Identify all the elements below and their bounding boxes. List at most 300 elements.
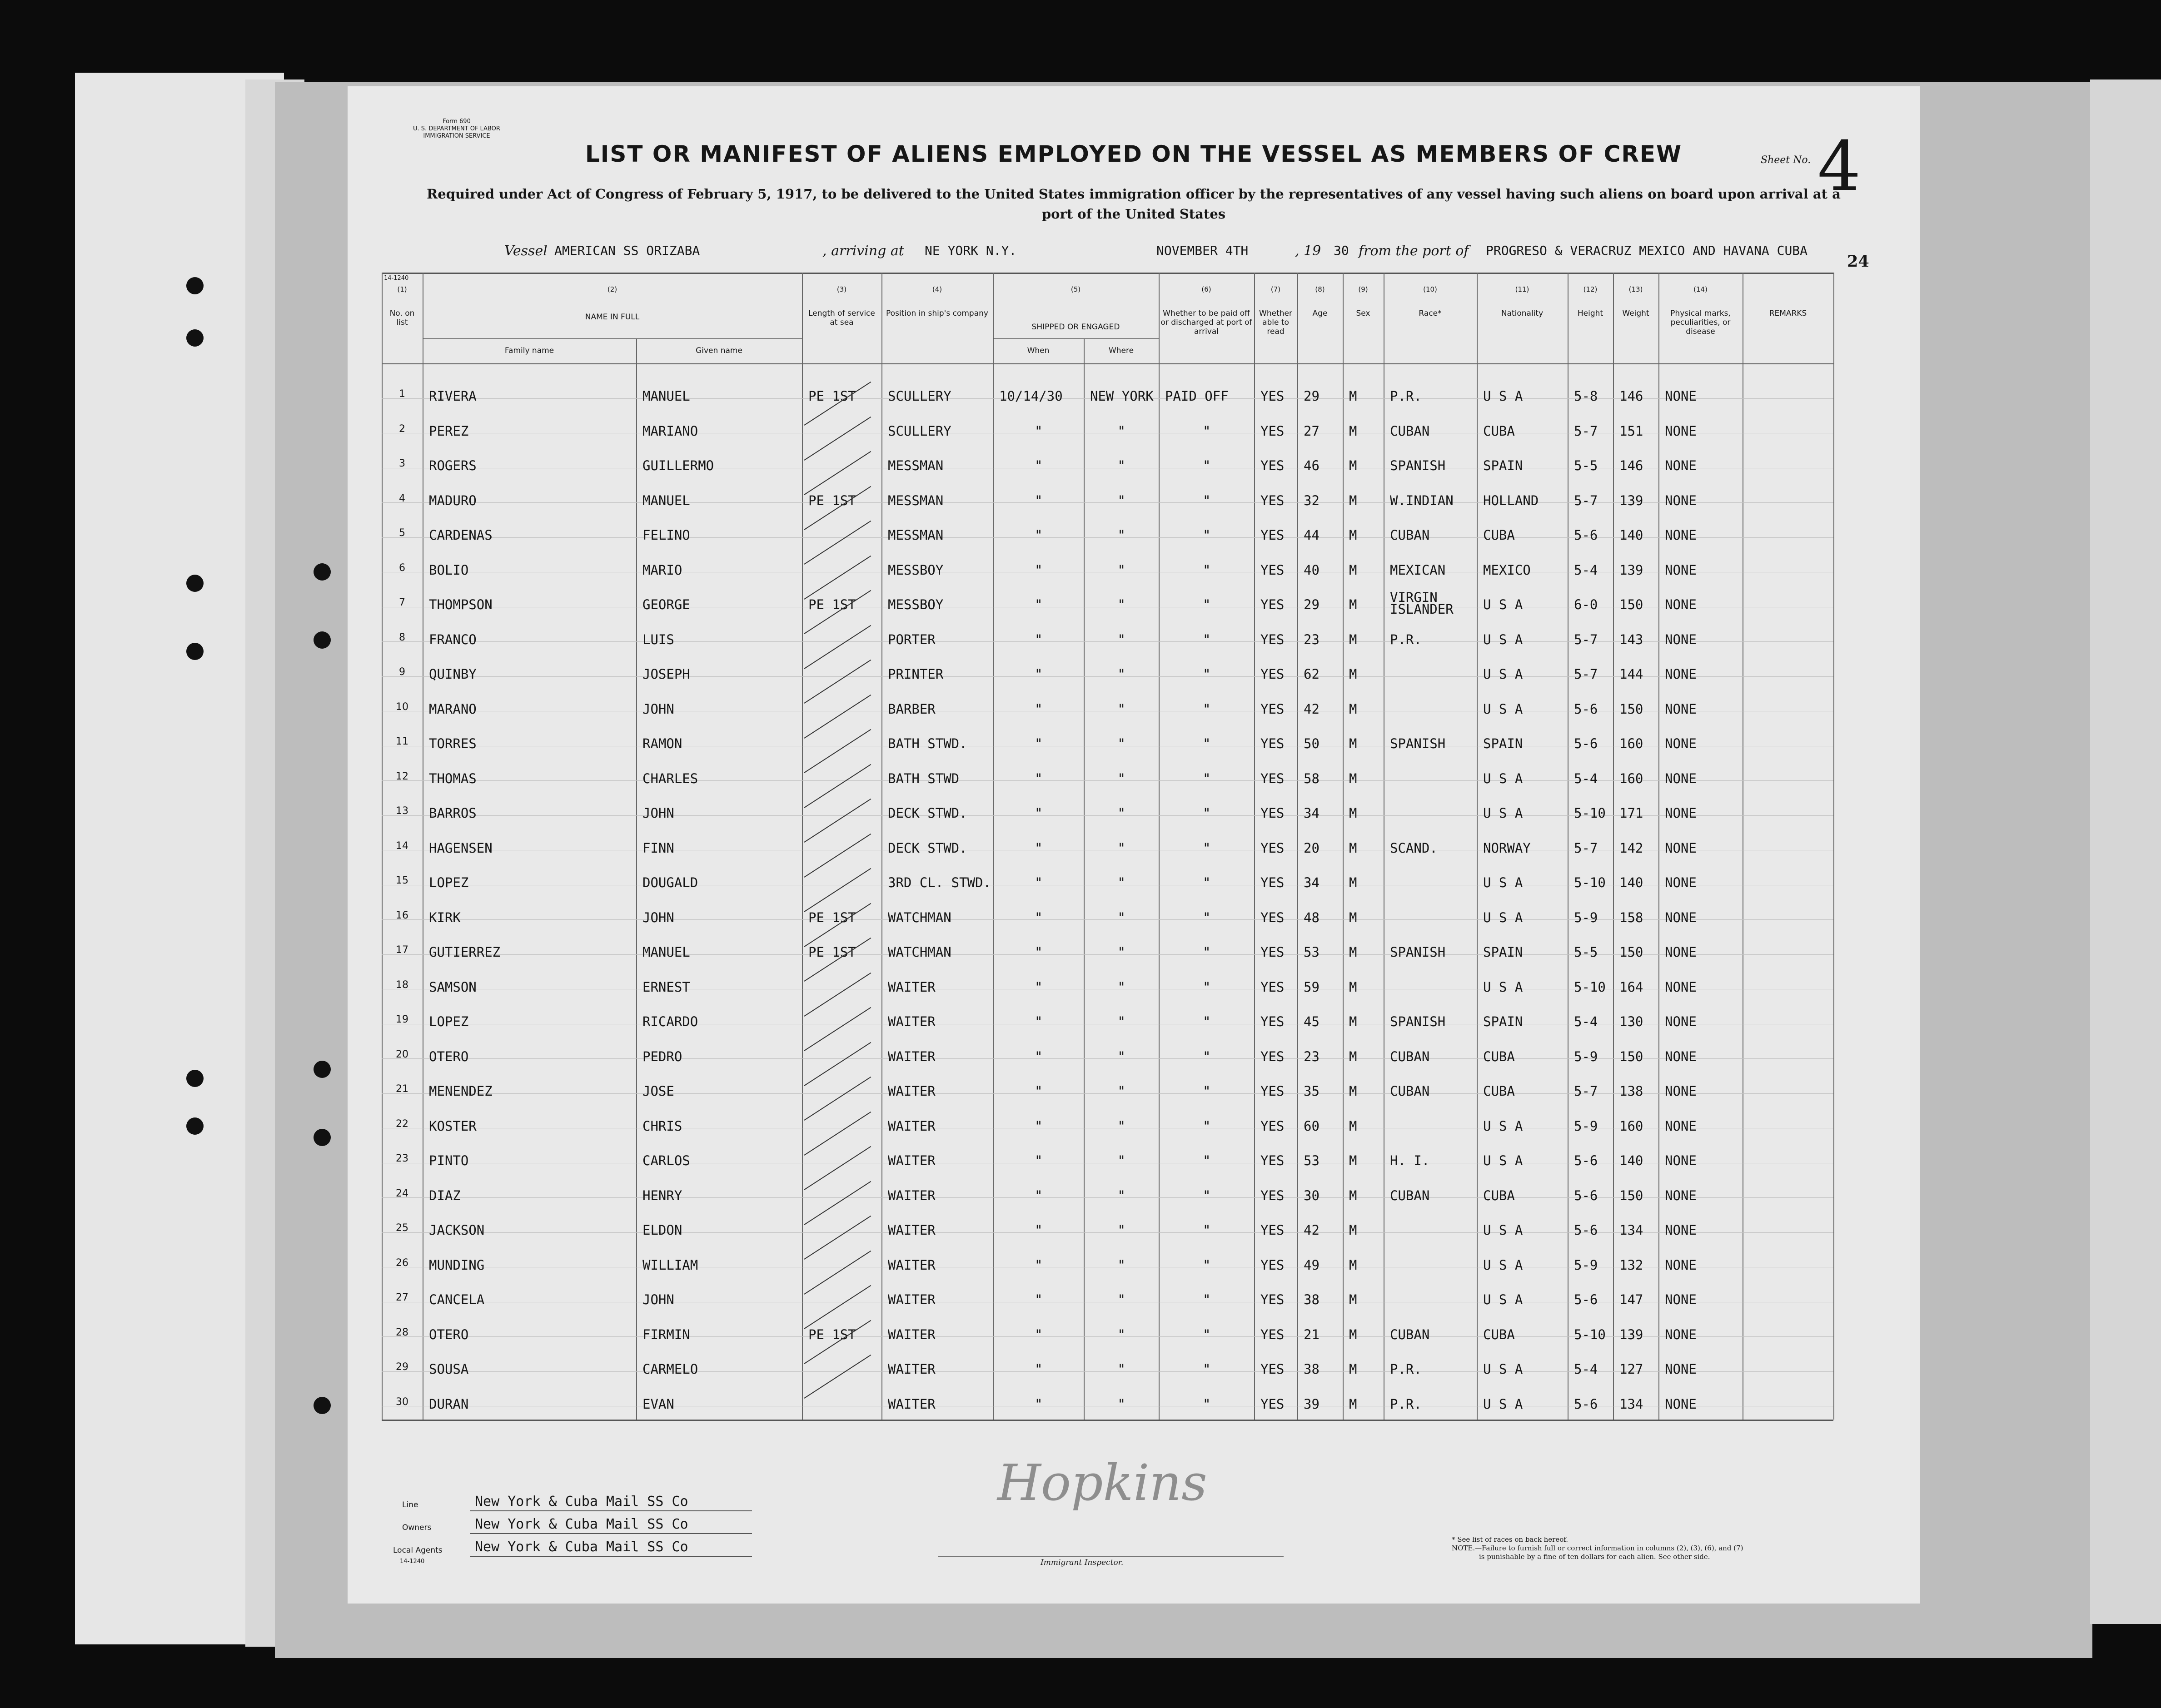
cell-given: LUIS xyxy=(642,631,674,647)
cell-nat: U S A xyxy=(1483,979,1523,995)
cell-given: JOHN xyxy=(642,1292,674,1307)
cell-race: P.R. xyxy=(1390,388,1422,404)
cell-marks: NONE xyxy=(1665,875,1697,890)
owners-label: Owners xyxy=(402,1523,432,1532)
cell-paid: " xyxy=(1203,1083,1211,1099)
row-ruling xyxy=(382,1336,1833,1337)
cell-marks: NONE xyxy=(1665,736,1697,751)
tick-mark xyxy=(804,729,871,773)
column-number: (11) xyxy=(1515,285,1529,293)
sheet-number: 4 xyxy=(1817,127,1861,206)
cell-when: " xyxy=(1035,1257,1043,1273)
cell-where: " xyxy=(1117,631,1125,647)
agents-label: Local Agents xyxy=(393,1546,443,1555)
cell-nat: SPAIN xyxy=(1483,1014,1523,1029)
column-group-shipped: SHIPPED OR ENGAGED xyxy=(1031,323,1120,332)
cell-race: P.R. xyxy=(1390,1361,1422,1377)
cell-height: 5-7 xyxy=(1574,1083,1598,1099)
tick-mark xyxy=(804,416,871,460)
cell-height: 5-6 xyxy=(1574,1396,1598,1412)
cell-when: " xyxy=(1035,1222,1043,1238)
cell-where: " xyxy=(1117,423,1125,439)
column-subheader-when: When xyxy=(1027,346,1050,355)
row-ruling xyxy=(382,1371,1833,1372)
agents-underline xyxy=(470,1556,752,1557)
document-subtitle: Required under Act of Congress of February 5, 1917, to be delivered to the United States immigration officer by the representatives of any vessel having such aliens on board upon arrival at a port of the United States xyxy=(427,186,1841,222)
cell-family: BARROS xyxy=(429,805,477,821)
footnote-penalty-1: NOTE.—Failure to furnish full or correct information in columns (2), (3), (6), and (7) xyxy=(1452,1544,1743,1552)
tick-mark xyxy=(804,451,871,495)
cell-given: ERNEST xyxy=(642,979,690,995)
cell-marks: NONE xyxy=(1665,562,1697,578)
cell-read: YES xyxy=(1260,1153,1285,1168)
cell-no: 5 xyxy=(399,527,405,539)
cell-nat: CUBA xyxy=(1483,1048,1515,1064)
cell-given: MANUEL xyxy=(642,944,690,960)
row-ruling xyxy=(382,641,1833,642)
cell-position: WAITER xyxy=(888,1396,936,1412)
cell-paid: " xyxy=(1203,1118,1211,1134)
form-code-bottom: 14-1240 xyxy=(400,1558,425,1565)
cell-where: " xyxy=(1117,736,1125,751)
cell-family: THOMAS xyxy=(429,770,477,786)
cell-position: MESSMAN xyxy=(888,492,944,508)
cell-sex: M xyxy=(1349,1292,1357,1307)
row-ruling xyxy=(382,815,1833,816)
cell-no: 9 xyxy=(399,666,405,678)
cell-no: 2 xyxy=(399,423,405,435)
cell-paid: " xyxy=(1203,944,1211,960)
cell-service: PE 1ST xyxy=(808,597,856,612)
cell-height: 5-9 xyxy=(1574,1118,1598,1134)
cell-age: 35 xyxy=(1304,1083,1320,1099)
cell-paid: " xyxy=(1203,1222,1211,1238)
cell-family: THOMPSON xyxy=(429,597,493,612)
cell-where: " xyxy=(1117,1222,1125,1238)
cell-nat: U S A xyxy=(1483,1257,1523,1273)
column-header-paid: Whether to be paid off or discharged at port of arrival xyxy=(1160,309,1252,336)
cell-position: WAITER xyxy=(888,979,936,995)
column-subheader-family: Family name xyxy=(504,346,554,355)
cell-sex: M xyxy=(1349,840,1357,856)
cell-where: " xyxy=(1117,840,1125,856)
cell-marks: NONE xyxy=(1665,388,1697,404)
cell-given: CHARLES xyxy=(642,770,698,786)
cell-sex: M xyxy=(1349,1118,1357,1134)
row-ruling xyxy=(382,502,1833,503)
cell-age: 21 xyxy=(1304,1326,1320,1342)
cell-nat: U S A xyxy=(1483,1222,1523,1238)
signature-line xyxy=(938,1556,1284,1557)
cell-read: YES xyxy=(1260,527,1285,543)
cell-weight: 171 xyxy=(1619,805,1643,821)
cell-weight: 139 xyxy=(1619,562,1643,578)
cell-nat: SPAIN xyxy=(1483,736,1523,751)
cell-where: " xyxy=(1117,527,1125,543)
cell-family: QUINBY xyxy=(429,666,477,682)
cell-no: 7 xyxy=(399,597,405,608)
cell-paid: " xyxy=(1203,1326,1211,1342)
cell-when: " xyxy=(1035,875,1043,890)
cell-nat: U S A xyxy=(1483,909,1523,925)
cell-position: WAITER xyxy=(888,1326,936,1342)
cell-no: 24 xyxy=(396,1187,408,1199)
cell-race: VIRGIN ISLANDER xyxy=(1390,590,1454,617)
cell-marks: NONE xyxy=(1665,1222,1697,1238)
cell-position: WATCHMAN xyxy=(888,944,951,960)
tick-mark xyxy=(804,521,871,565)
arrival-year: 30 xyxy=(1334,243,1349,258)
table-header-border xyxy=(382,363,1833,364)
cell-read: YES xyxy=(1260,1222,1285,1238)
punch-hole xyxy=(186,643,204,660)
cell-when: " xyxy=(1035,1048,1043,1064)
cell-paid: " xyxy=(1203,1014,1211,1029)
line-value: New York & Cuba Mail SS Co xyxy=(475,1494,688,1509)
sheet-number-label: Sheet No. xyxy=(1761,154,1811,166)
cell-age: 58 xyxy=(1304,770,1320,786)
cell-family: DURAN xyxy=(429,1396,469,1412)
cell-paid: " xyxy=(1203,562,1211,578)
column-header-weight: Weight xyxy=(1622,309,1649,318)
cell-family: OTERO xyxy=(429,1326,469,1342)
cell-paid: " xyxy=(1203,701,1211,717)
cell-no: 25 xyxy=(396,1222,408,1234)
cell-family: FRANCO xyxy=(429,631,477,647)
cell-race: CUBAN xyxy=(1390,423,1430,439)
form-number: Form 690 xyxy=(443,118,471,125)
table-column-line xyxy=(1297,273,1298,1420)
cell-paid: " xyxy=(1203,666,1211,682)
cell-marks: NONE xyxy=(1665,1292,1697,1307)
cell-nat: U S A xyxy=(1483,1361,1523,1377)
cell-when: " xyxy=(1035,701,1043,717)
cell-age: 34 xyxy=(1304,805,1320,821)
cell-family: HAGENSEN xyxy=(429,840,493,856)
cell-age: 50 xyxy=(1304,736,1320,751)
background-sheet-right xyxy=(2090,79,2161,1624)
cell-given: CARMELO xyxy=(642,1361,698,1377)
cell-when: " xyxy=(1035,527,1043,543)
cell-read: YES xyxy=(1260,1083,1285,1099)
cell-given: FINN xyxy=(642,840,674,856)
table-bottom-border xyxy=(382,1420,1833,1421)
column-number: (1) xyxy=(397,285,407,293)
cell-race: SPANISH xyxy=(1390,736,1446,751)
cell-race: SPANISH xyxy=(1390,458,1446,473)
cell-read: YES xyxy=(1260,1396,1285,1412)
cell-age: 42 xyxy=(1304,1222,1320,1238)
cell-nat: CUBA xyxy=(1483,1083,1515,1099)
cell-height: 5-6 xyxy=(1574,1187,1598,1203)
column-number: (14) xyxy=(1693,285,1708,293)
cell-nat: NORWAY xyxy=(1483,840,1531,856)
cell-race: W.INDIAN xyxy=(1390,492,1454,508)
cell-position: WAITER xyxy=(888,1257,936,1273)
cell-height: 5-10 xyxy=(1574,979,1606,995)
cell-read: YES xyxy=(1260,805,1285,821)
cell-nat: U S A xyxy=(1483,666,1523,682)
cell-when: " xyxy=(1035,666,1043,682)
cell-sex: M xyxy=(1349,1326,1357,1342)
cell-marks: NONE xyxy=(1665,1187,1697,1203)
cell-age: 60 xyxy=(1304,1118,1320,1134)
cell-age: 39 xyxy=(1304,1396,1320,1412)
cell-given: MARIANO xyxy=(642,423,698,439)
tick-mark xyxy=(804,1355,871,1399)
cell-race: CUBAN xyxy=(1390,1326,1430,1342)
cell-family: OTERO xyxy=(429,1048,469,1064)
cell-marks: NONE xyxy=(1665,1396,1697,1412)
punch-hole xyxy=(186,575,204,592)
arrival-port: NE YORK N.Y. xyxy=(925,243,1017,258)
table-column-line xyxy=(1254,273,1255,1420)
cell-age: 46 xyxy=(1304,458,1320,473)
cell-when: " xyxy=(1035,597,1043,612)
cell-family: PEREZ xyxy=(429,423,469,439)
cell-family: CANCELA xyxy=(429,1292,485,1307)
cell-where: " xyxy=(1117,458,1125,473)
cell-where: " xyxy=(1117,805,1125,821)
cell-family: ROGERS xyxy=(429,458,477,473)
cell-marks: NONE xyxy=(1665,458,1697,473)
cell-where: " xyxy=(1117,979,1125,995)
column-header-read: Whether able to read xyxy=(1259,309,1292,336)
tick-mark xyxy=(804,694,871,738)
line-label: Line xyxy=(402,1500,418,1509)
cell-marks: NONE xyxy=(1665,1153,1697,1168)
punch-hole xyxy=(314,631,331,649)
cell-race: CUBAN xyxy=(1390,1083,1430,1099)
cell-service: PE 1ST xyxy=(808,388,856,404)
cell-age: 29 xyxy=(1304,597,1320,612)
column-group-name: NAME IN FULL xyxy=(585,313,640,322)
cell-no: 22 xyxy=(396,1118,408,1130)
cell-no: 19 xyxy=(396,1014,408,1025)
cell-race: P.R. xyxy=(1390,631,1422,647)
cell-weight: 150 xyxy=(1619,597,1643,612)
cell-sex: M xyxy=(1349,492,1357,508)
cell-when: " xyxy=(1035,1083,1043,1099)
tick-mark xyxy=(804,764,871,808)
column-number: (2) xyxy=(607,285,617,293)
cell-given: GEORGE xyxy=(642,597,690,612)
cell-paid: " xyxy=(1203,979,1211,995)
cell-given: JOHN xyxy=(642,805,674,821)
table-column-line xyxy=(993,273,994,1420)
cell-given: CARLOS xyxy=(642,1153,690,1168)
cell-paid: " xyxy=(1203,631,1211,647)
cell-nat: SPAIN xyxy=(1483,458,1523,473)
cell-marks: NONE xyxy=(1665,666,1697,682)
cell-family: JACKSON xyxy=(429,1222,485,1238)
cell-paid: " xyxy=(1203,1187,1211,1203)
cell-sex: M xyxy=(1349,1257,1357,1273)
cell-nat: U S A xyxy=(1483,1292,1523,1307)
cell-nat: CUBA xyxy=(1483,423,1515,439)
cell-family: RIVERA xyxy=(429,388,477,404)
cell-where: " xyxy=(1117,875,1125,890)
cell-marks: NONE xyxy=(1665,805,1697,821)
cell-when: " xyxy=(1035,805,1043,821)
cell-where: " xyxy=(1117,1014,1125,1029)
cell-given: GUILLERMO xyxy=(642,458,714,473)
cell-read: YES xyxy=(1260,736,1285,751)
cell-no: 4 xyxy=(399,492,405,504)
column-number: (4) xyxy=(932,285,942,293)
cell-given: FELINO xyxy=(642,527,690,543)
cell-service: PE 1ST xyxy=(808,909,856,925)
cell-family: SOUSA xyxy=(429,1361,469,1377)
cell-service: PE 1ST xyxy=(808,492,856,508)
cell-height: 5-9 xyxy=(1574,1257,1598,1273)
cell-height: 5-6 xyxy=(1574,1153,1598,1168)
cell-height: 5-9 xyxy=(1574,1048,1598,1064)
cell-sex: M xyxy=(1349,1083,1357,1099)
column-header-height: Height xyxy=(1577,309,1603,318)
cell-when: 10/14/30 xyxy=(999,388,1063,404)
inspector-label: Immigrant Inspector. xyxy=(1041,1558,1124,1567)
cell-nat: U S A xyxy=(1483,1153,1523,1168)
cell-height: 5-9 xyxy=(1574,909,1598,925)
cell-given: FIRMIN xyxy=(642,1326,690,1342)
cell-read: YES xyxy=(1260,701,1285,717)
cell-paid: " xyxy=(1203,909,1211,925)
cell-family: TORRES xyxy=(429,736,477,751)
cell-age: 23 xyxy=(1304,1048,1320,1064)
cell-weight: 140 xyxy=(1619,527,1643,543)
manifest-sheet xyxy=(348,86,1920,1604)
from-port-label: from the port of xyxy=(1359,243,1469,259)
form-code-top: 14-1240 xyxy=(384,275,409,282)
column-header-service: Length of service at sea xyxy=(808,309,875,327)
cell-where: " xyxy=(1117,1257,1125,1273)
tick-mark xyxy=(804,660,871,704)
cell-read: YES xyxy=(1260,1361,1285,1377)
cell-position: DECK STWD. xyxy=(888,840,967,856)
owners-underline xyxy=(470,1533,752,1534)
cell-given: WILLIAM xyxy=(642,1257,698,1273)
tick-mark xyxy=(804,1181,871,1225)
tick-mark xyxy=(804,1007,871,1051)
table-column-line xyxy=(1084,338,1085,1420)
column-header-sex: Sex xyxy=(1356,309,1370,318)
cell-when: " xyxy=(1035,1361,1043,1377)
cell-marks: NONE xyxy=(1665,1048,1697,1064)
cell-no: 3 xyxy=(399,458,405,469)
cell-paid: " xyxy=(1203,805,1211,821)
cell-paid: " xyxy=(1203,1257,1211,1273)
cell-sex: M xyxy=(1349,1187,1357,1203)
row-ruling xyxy=(382,1232,1833,1233)
cell-height: 5-4 xyxy=(1574,562,1598,578)
cell-position: MESSMAN xyxy=(888,527,944,543)
cell-family: LOPEZ xyxy=(429,875,469,890)
cell-race: P.R. xyxy=(1390,1396,1422,1412)
cell-where: " xyxy=(1117,1048,1125,1064)
cell-weight: 160 xyxy=(1619,770,1643,786)
row-ruling xyxy=(382,954,1833,955)
cell-when: " xyxy=(1035,1118,1043,1134)
cell-sex: M xyxy=(1349,736,1357,751)
cell-age: 49 xyxy=(1304,1257,1320,1273)
cell-position: WAITER xyxy=(888,1222,936,1238)
cell-no: 15 xyxy=(396,875,408,886)
cell-family: GUTIERREZ xyxy=(429,944,501,960)
cell-nat: SPAIN xyxy=(1483,944,1523,960)
cell-when: " xyxy=(1035,1153,1043,1168)
form-identifier xyxy=(388,118,525,140)
cell-sex: M xyxy=(1349,1361,1357,1377)
cell-marks: NONE xyxy=(1665,944,1697,960)
cell-marks: NONE xyxy=(1665,423,1697,439)
cell-height: 5-7 xyxy=(1574,631,1598,647)
cell-age: 44 xyxy=(1304,527,1320,543)
cell-paid: " xyxy=(1203,1396,1211,1412)
column-subheader-given: Given name xyxy=(696,346,742,355)
cell-age: 45 xyxy=(1304,1014,1320,1029)
cell-read: YES xyxy=(1260,388,1285,404)
cell-marks: NONE xyxy=(1665,492,1697,508)
table-column-line xyxy=(1343,273,1344,1420)
cell-height: 5-6 xyxy=(1574,1292,1598,1307)
cell-no: 6 xyxy=(399,562,405,574)
cell-marks: NONE xyxy=(1665,1257,1697,1273)
cell-height: 5-7 xyxy=(1574,666,1598,682)
cell-height: 5-10 xyxy=(1574,875,1606,890)
cell-sex: M xyxy=(1349,458,1357,473)
cell-weight: 160 xyxy=(1619,1118,1643,1134)
cell-paid: " xyxy=(1203,840,1211,856)
cell-sex: M xyxy=(1349,770,1357,786)
cell-when: " xyxy=(1035,1014,1043,1029)
cell-given: RAMON xyxy=(642,736,682,751)
tick-mark xyxy=(804,868,871,912)
cell-weight: 139 xyxy=(1619,1326,1643,1342)
cell-age: 59 xyxy=(1304,979,1320,995)
cell-given: CHRIS xyxy=(642,1118,682,1134)
cell-position: WAITER xyxy=(888,1361,936,1377)
tick-mark xyxy=(804,1216,871,1260)
cell-weight: 144 xyxy=(1619,666,1643,682)
cell-race: MEXICAN xyxy=(1390,562,1446,578)
cell-family: LOPEZ xyxy=(429,1014,469,1029)
column-header-age: Age xyxy=(1312,309,1328,318)
cell-position: WAITER xyxy=(888,1048,936,1064)
cell-position: PORTER xyxy=(888,631,936,647)
footnote-penalty-2: is punishable by a fine of ten dollars for each alien. See other side. xyxy=(1479,1553,1710,1561)
cell-height: 5-5 xyxy=(1574,944,1598,960)
arriving-label: , arriving at xyxy=(822,243,904,259)
cell-family: MARANO xyxy=(429,701,477,717)
row-ruling xyxy=(382,1093,1833,1094)
cell-sex: M xyxy=(1349,909,1357,925)
cell-race: SPANISH xyxy=(1390,944,1446,960)
cell-no: 18 xyxy=(396,979,408,991)
cell-position: WAITER xyxy=(888,1118,936,1134)
cell-where: " xyxy=(1117,701,1125,717)
cell-weight: 146 xyxy=(1619,388,1643,404)
cell-paid: " xyxy=(1203,1048,1211,1064)
cell-nat: U S A xyxy=(1483,805,1523,821)
row-ruling xyxy=(382,919,1833,920)
cell-position: WAITER xyxy=(888,1292,936,1307)
column-header-race: Race* xyxy=(1419,309,1442,318)
cell-paid: PAID OFF xyxy=(1165,388,1229,404)
cell-no: 11 xyxy=(396,736,408,747)
year-label: , 19 xyxy=(1295,243,1321,259)
cell-position: WAITER xyxy=(888,1187,936,1203)
